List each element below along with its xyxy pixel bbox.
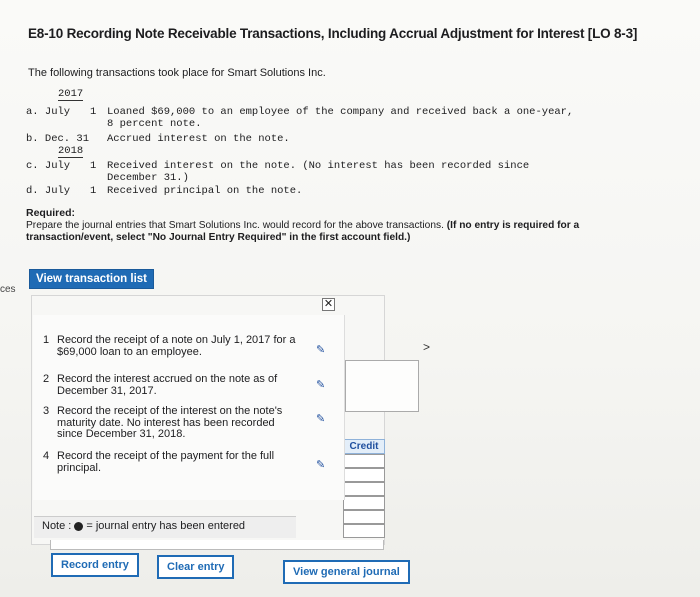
txn-d-line1: Received principal on the note.: [107, 185, 303, 197]
item-number: 1: [43, 334, 50, 346]
intro-text: The following transactions took place for Smart Solutions Inc.: [28, 67, 326, 79]
transaction-item[interactable]: [43, 451, 297, 474]
view-transaction-list-button[interactable]: View transaction list: [29, 269, 154, 289]
pencil-icon[interactable]: ✎: [316, 413, 326, 425]
required-label: Required:: [26, 207, 76, 219]
credit-column-header: Credit: [343, 439, 385, 454]
txn-d-date: d. July: [26, 185, 71, 197]
txn-a-line2: 8 percent note.: [107, 118, 202, 130]
credit-input[interactable]: [343, 496, 385, 510]
note-text: = journal entry has been entered: [86, 520, 246, 532]
pencil-icon[interactable]: ✎: [316, 459, 326, 471]
item-text: Record the interest accrued on the note as of December 31, 2017.: [57, 373, 278, 397]
txn-c-date: c. July: [26, 160, 71, 172]
page-title: E8-10 Recording Note Receivable Transactions, Including Accrual Adjustment for Interest [LO 8-3]: [28, 26, 638, 41]
transaction-item[interactable]: [43, 406, 297, 441]
journal-bottom-row: [50, 540, 384, 550]
item-number: 2: [43, 373, 50, 385]
record-entry-button[interactable]: Record entry: [51, 553, 139, 577]
txn-c-line1: Received interest on the note. (No interest has been recorded since: [107, 160, 530, 172]
txn-a-date: a. July: [26, 106, 71, 118]
item-text: Record the receipt of the interest on the note's maturity date. No interest has been recorded since December 31, 2018.: [57, 405, 283, 440]
txn-c-day: 1: [90, 160, 97, 172]
credit-input[interactable]: [343, 468, 385, 482]
txn-d-day: 1: [90, 185, 97, 197]
legend-note: [42, 520, 245, 532]
transaction-item[interactable]: [43, 374, 297, 397]
pencil-icon[interactable]: ✎: [316, 379, 326, 391]
txn-b-line1: Accrued interest on the note.: [107, 133, 290, 145]
credit-input[interactable]: [343, 510, 385, 524]
entered-dot-icon: [74, 522, 83, 531]
txn-a-day: 1: [90, 106, 97, 118]
credit-input[interactable]: [343, 482, 385, 496]
transaction-item[interactable]: [43, 335, 297, 358]
year-2018: 2018: [58, 145, 84, 157]
edge-text: ces: [0, 284, 16, 295]
note-label: Note :: [42, 520, 72, 532]
required-instruction: Prepare the journal entries that Smart Solutions Inc. would record for the above transactions.: [26, 220, 444, 231]
item-number: 3: [43, 405, 50, 417]
close-icon[interactable]: ✕: [323, 298, 334, 310]
view-general-journal-button[interactable]: View general journal: [283, 560, 410, 584]
credit-input[interactable]: [343, 524, 385, 538]
year-2017: 2017: [58, 88, 84, 100]
required-text: [26, 220, 636, 244]
item-text: Record the receipt of a note on July 1, 2017 for a $69,000 loan to an employee.: [57, 334, 296, 358]
pencil-icon[interactable]: ✎: [316, 344, 326, 356]
credit-input[interactable]: [343, 454, 385, 468]
item-text: Record the receipt of the payment for the full principal.: [57, 450, 275, 474]
journal-entry-box: [345, 360, 419, 412]
clear-entry-button[interactable]: Clear entry: [157, 555, 234, 579]
txn-c-line2: December 31.): [107, 172, 189, 184]
item-number: 4: [43, 450, 50, 462]
txn-a-line1: Loaned $69,000 to an employee of the company and received back a one-year,: [107, 106, 574, 118]
chevron-right-icon[interactable]: >: [423, 340, 431, 354]
txn-b-date: b. Dec. 31: [26, 133, 90, 145]
required-bold-note: (If no entry is required for a transaction/event, select "No Journal Entry Required" in the first account field.): [26, 220, 580, 243]
